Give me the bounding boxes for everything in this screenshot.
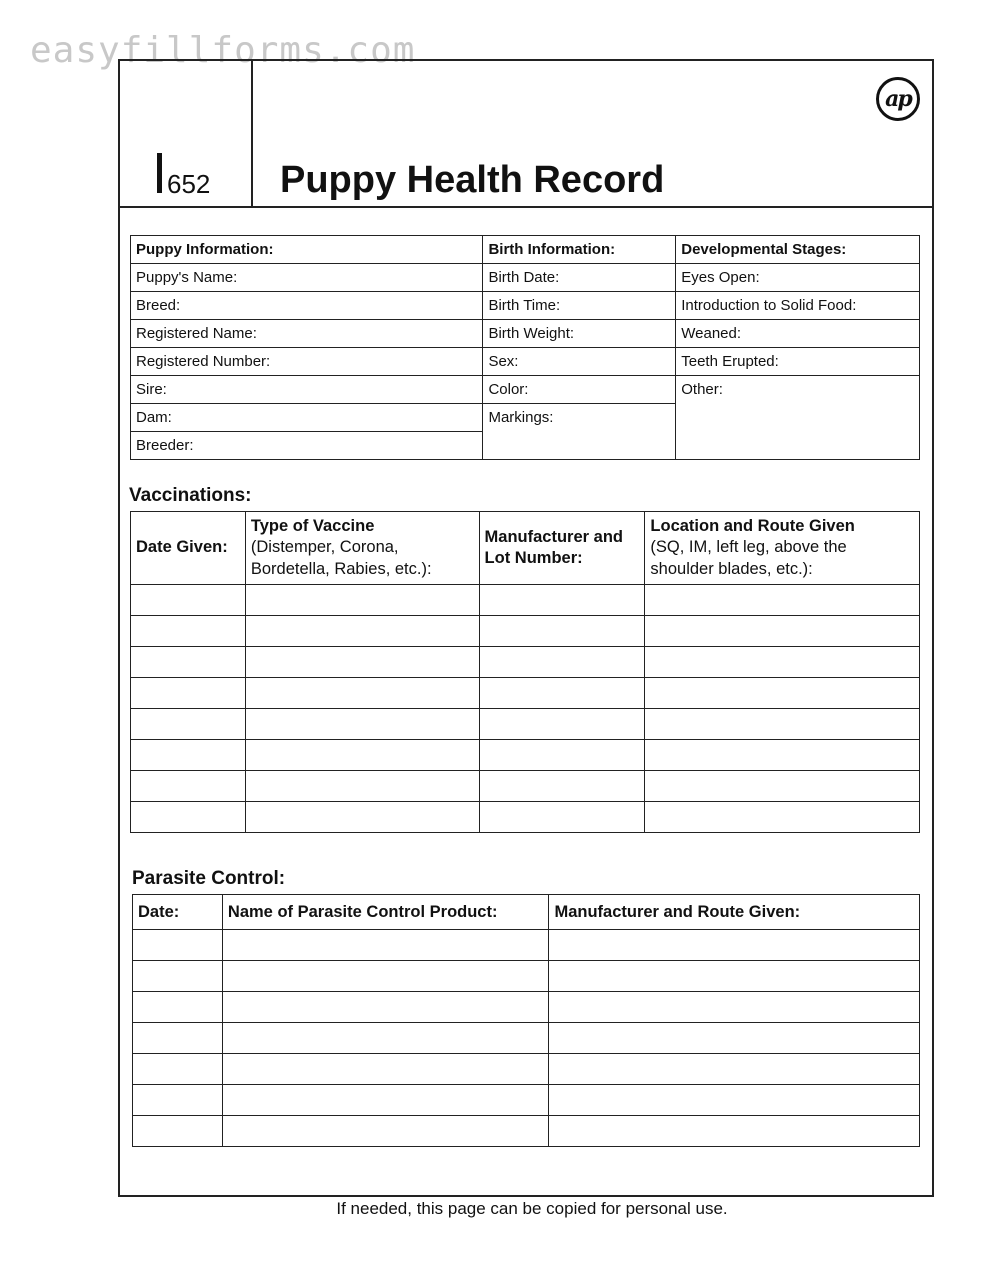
para-manufacturer-cell[interactable] [549,992,920,1023]
registered-number-field[interactable]: Registered Number: [131,348,483,376]
vacc-type-cell[interactable] [245,740,479,771]
para-date-header: Date: [133,895,223,930]
birth-time-field[interactable]: Birth Time: [483,292,676,320]
table-row [133,961,920,992]
vacc-type-cell[interactable] [245,709,479,740]
para-manufacturer-cell[interactable] [549,1054,920,1085]
puppy-name-field[interactable]: Puppy's Name: [131,264,483,292]
para-manufacturer-header: Manufacturer and Route Given: [549,895,920,930]
vacc-date-cell[interactable] [131,647,246,678]
para-date-cell[interactable] [133,992,223,1023]
form-code-box [120,61,253,207]
vacc-location-cell[interactable] [645,740,920,771]
vacc-date-cell[interactable] [131,802,246,833]
teeth-erupted-field[interactable]: Teeth Erupted: [676,348,920,376]
vacc-type-cell[interactable] [245,647,479,678]
code-bar-icon [157,153,162,193]
vacc-location-cell[interactable] [645,647,920,678]
para-product-cell[interactable] [222,1116,549,1147]
breed-field[interactable]: Breed: [131,292,483,320]
vacc-type-note: (Distemper, Corona, Bordetella, Rabies, etc.): [250,538,432,578]
table-row [131,740,920,771]
vacc-location-note: (SQ, IM, left leg, above the shoulder blades, etc.): [650,538,847,578]
table-row [131,709,920,740]
form-code: 652 [167,169,211,199]
eyes-open-field[interactable]: Eyes Open: [676,264,920,292]
vacc-location-cell[interactable] [645,709,920,740]
vacc-date-cell[interactable] [131,709,246,740]
vacc-type-cell[interactable] [245,771,479,802]
vacc-date-cell[interactable] [131,678,246,709]
para-date-cell[interactable] [133,1023,223,1054]
registered-name-field[interactable]: Registered Name: [131,320,483,348]
vacc-location-cell[interactable] [645,771,920,802]
vacc-location-cell[interactable] [645,585,920,616]
para-date-cell[interactable] [133,961,223,992]
solid-food-field[interactable]: Introduction to Solid Food: [676,292,920,320]
para-date-cell[interactable] [133,1116,223,1147]
table-row [133,1023,920,1054]
vaccinations-title: Vaccinations: [129,485,252,506]
vacc-manufacturer-cell[interactable] [479,647,645,678]
breeder-field[interactable]: Breeder: [131,432,483,460]
vacc-date-cell[interactable] [131,771,246,802]
table-row [131,647,920,678]
vacc-date-cell[interactable] [131,740,246,771]
vacc-type-cell[interactable] [245,802,479,833]
vacc-type-header [245,512,479,585]
table-row [133,1085,920,1116]
vacc-date-header: Date Given: [131,512,246,585]
dam-field[interactable]: Dam: [131,404,483,432]
vacc-type-title: Type of Vaccine [250,517,375,536]
para-date-cell[interactable] [133,930,223,961]
vacc-type-cell[interactable] [245,616,479,647]
table-row [133,992,920,1023]
table-row [133,1116,920,1147]
vacc-manufacturer-cell[interactable] [479,740,645,771]
vacc-manufacturer-cell[interactable] [479,709,645,740]
vacc-type-cell[interactable] [245,678,479,709]
table-row [131,616,920,647]
para-product-cell[interactable] [222,992,549,1023]
dev-stages-heading: Developmental Stages: [676,236,920,264]
table-row [131,585,920,616]
para-manufacturer-cell[interactable] [549,961,920,992]
vacc-location-cell[interactable] [645,616,920,647]
para-product-cell[interactable] [222,930,549,961]
ap-logo-icon: ap [876,77,920,121]
table-row [131,771,920,802]
para-product-cell[interactable] [222,1085,549,1116]
table-row [133,930,920,961]
para-manufacturer-cell[interactable] [549,930,920,961]
para-product-header: Name of Parasite Control Product: [222,895,549,930]
vacc-location-title: Location and Route Given [650,517,855,536]
table-row [131,802,920,833]
para-product-cell[interactable] [222,1054,549,1085]
para-manufacturer-cell[interactable] [549,1023,920,1054]
vacc-date-cell[interactable] [131,616,246,647]
weaned-field[interactable]: Weaned: [676,320,920,348]
info-table [130,235,920,460]
vacc-manufacturer-cell[interactable] [479,585,645,616]
vacc-location-header [645,512,920,585]
vacc-location-cell[interactable] [645,678,920,709]
para-date-cell[interactable] [133,1054,223,1085]
sire-field[interactable]: Sire: [131,376,483,404]
vacc-manufacturer-header: Manufacturer and Lot Number: [479,512,645,585]
watermark: easyfillforms.com [30,30,416,71]
other-field[interactable]: Other: [676,376,920,460]
parasite-table [132,894,920,1147]
para-date-cell[interactable] [133,1085,223,1116]
color-field[interactable]: Color: [483,376,676,404]
vacc-date-cell[interactable] [131,585,246,616]
sex-field[interactable]: Sex: [483,348,676,376]
vacc-manufacturer-cell[interactable] [479,771,645,802]
vacc-location-cell[interactable] [645,802,920,833]
table-row [131,678,920,709]
para-product-cell[interactable] [222,961,549,992]
footer-note: If needed, this page can be copied for personal use. [336,1199,728,1218]
para-product-cell[interactable] [222,1023,549,1054]
vacc-manufacturer-cell[interactable] [479,678,645,709]
para-manufacturer-cell[interactable] [549,1116,920,1147]
vaccinations-table [130,511,920,833]
birth-info-heading: Birth Information: [483,236,676,264]
birth-weight-field[interactable]: Birth Weight: [483,320,676,348]
vacc-manufacturer-cell[interactable] [479,616,645,647]
vacc-manufacturer-cell[interactable] [479,802,645,833]
page-title: Puppy Health Record [280,159,665,201]
birth-date-field[interactable]: Birth Date: [483,264,676,292]
parasite-title: Parasite Control: [132,868,286,889]
vacc-type-cell[interactable] [245,585,479,616]
markings-field[interactable]: Markings: [483,404,676,460]
para-manufacturer-cell[interactable] [549,1085,920,1116]
header-divider [120,206,933,208]
puppy-info-heading: Puppy Information: [131,236,483,264]
table-row [133,1054,920,1085]
